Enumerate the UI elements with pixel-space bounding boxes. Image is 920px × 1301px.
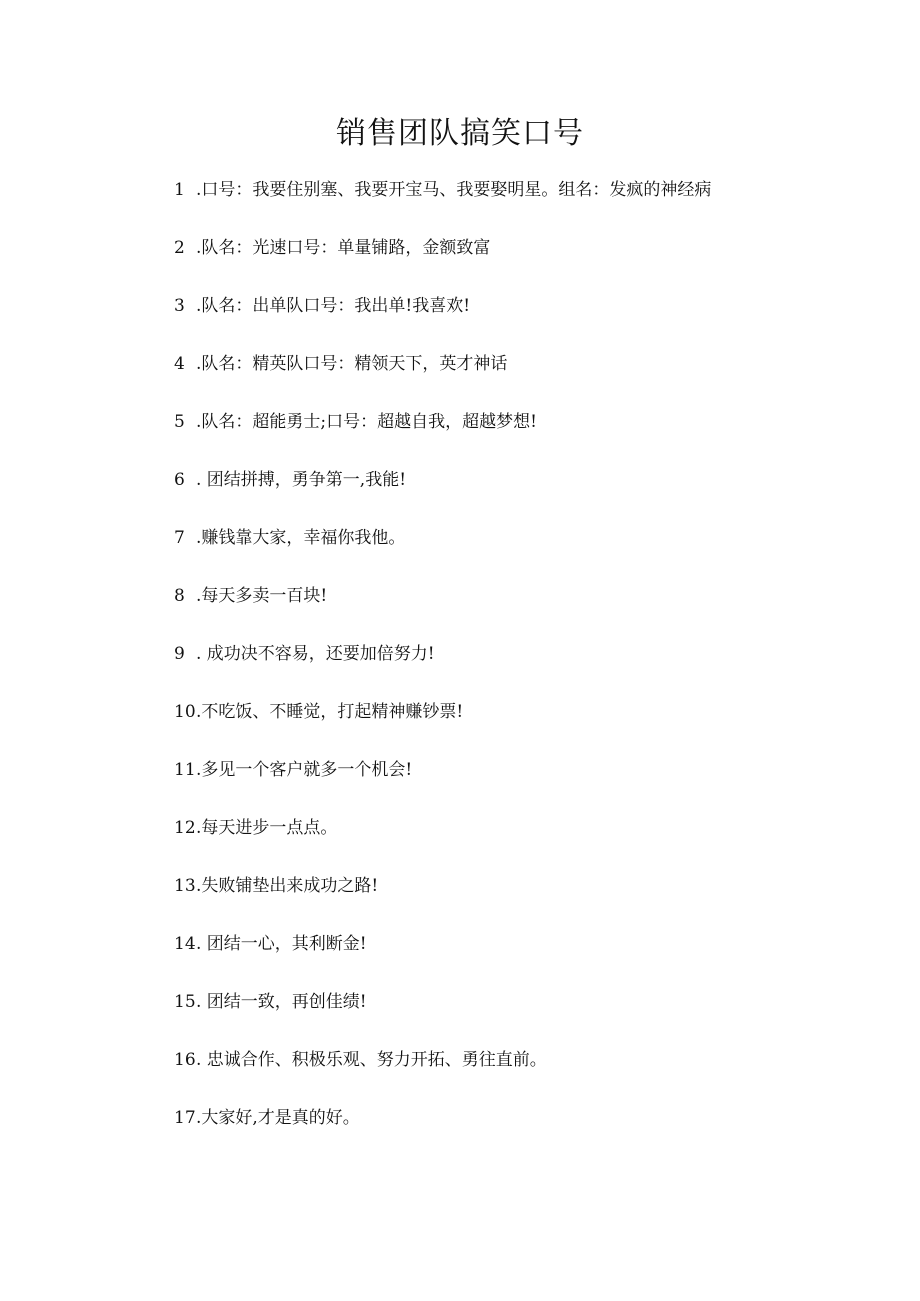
item-number: 3 bbox=[174, 296, 185, 316]
list-item bbox=[174, 178, 764, 202]
item-number: 14 bbox=[174, 934, 196, 954]
list-item bbox=[174, 816, 764, 840]
list-item bbox=[174, 584, 764, 608]
item-text: . 忠诚合作、积极乐观、努力开拓、勇往直前。 bbox=[196, 1050, 547, 1070]
item-text: .赚钱靠大家，幸福你我他。 bbox=[196, 528, 406, 548]
list-item bbox=[174, 700, 764, 724]
list-item bbox=[174, 758, 764, 782]
item-text: .每天进步一点点。 bbox=[196, 818, 338, 838]
item-number: 15 bbox=[174, 992, 196, 1012]
list-item bbox=[174, 1048, 764, 1072]
slogan-list bbox=[174, 178, 764, 1164]
item-text: .失败铺垫出来成功之路! bbox=[196, 876, 379, 896]
item-number: 5 bbox=[174, 412, 185, 432]
list-item bbox=[174, 1106, 764, 1130]
item-text: .队名：光速口号：单量铺路，金额致富 bbox=[196, 238, 491, 258]
item-number: 13 bbox=[174, 876, 196, 896]
item-number: 12 bbox=[174, 818, 196, 838]
item-text: . 团结一心，其利断金! bbox=[196, 934, 367, 954]
item-text: .队名：超能勇士;口号：超越自我，超越梦想! bbox=[196, 412, 537, 432]
list-item bbox=[174, 468, 764, 492]
list-item bbox=[174, 932, 764, 956]
item-text: .队名：出单队口号：我出单!我喜欢! bbox=[196, 296, 471, 316]
item-number: 8 bbox=[174, 586, 185, 606]
list-item bbox=[174, 874, 764, 898]
list-item bbox=[174, 410, 764, 434]
item-text: .大家好,才是真的好。 bbox=[196, 1108, 360, 1128]
item-number: 10 bbox=[174, 702, 196, 722]
list-item bbox=[174, 526, 764, 550]
page-title: 销售团队搞笑口号 bbox=[336, 116, 584, 151]
item-number: 4 bbox=[174, 354, 185, 374]
item-text: .不吃饭、不睡觉，打起精神赚钞票! bbox=[196, 702, 464, 722]
item-number: 6 bbox=[174, 470, 185, 490]
item-text: . 团结拼搏，勇争第一,我能! bbox=[196, 470, 407, 490]
item-number: 9 bbox=[174, 644, 185, 664]
item-number: 17 bbox=[174, 1108, 196, 1128]
item-text: . 团结一致，再创佳绩! bbox=[196, 992, 367, 1012]
item-text: .队名：精英队口号：精领天下，英才神话 bbox=[196, 354, 508, 374]
item-number: 16 bbox=[174, 1050, 196, 1070]
item-number: 11 bbox=[174, 760, 196, 780]
item-text: .每天多卖一百块! bbox=[196, 586, 328, 606]
item-text: . 成功决不容易，还要加倍努力! bbox=[196, 644, 435, 664]
item-number: 2 bbox=[174, 238, 185, 258]
list-item bbox=[174, 236, 764, 260]
item-number: 7 bbox=[174, 528, 185, 548]
item-text: .多见一个客户就多一个机会! bbox=[196, 760, 413, 780]
item-number: 1 bbox=[174, 180, 185, 200]
list-item bbox=[174, 352, 764, 376]
list-item bbox=[174, 990, 764, 1014]
list-item bbox=[174, 294, 764, 318]
list-item bbox=[174, 642, 764, 666]
item-text: .口号：我要住别塞、我要开宝马、我要娶明星。组名：发疯的神经病 bbox=[196, 180, 712, 200]
